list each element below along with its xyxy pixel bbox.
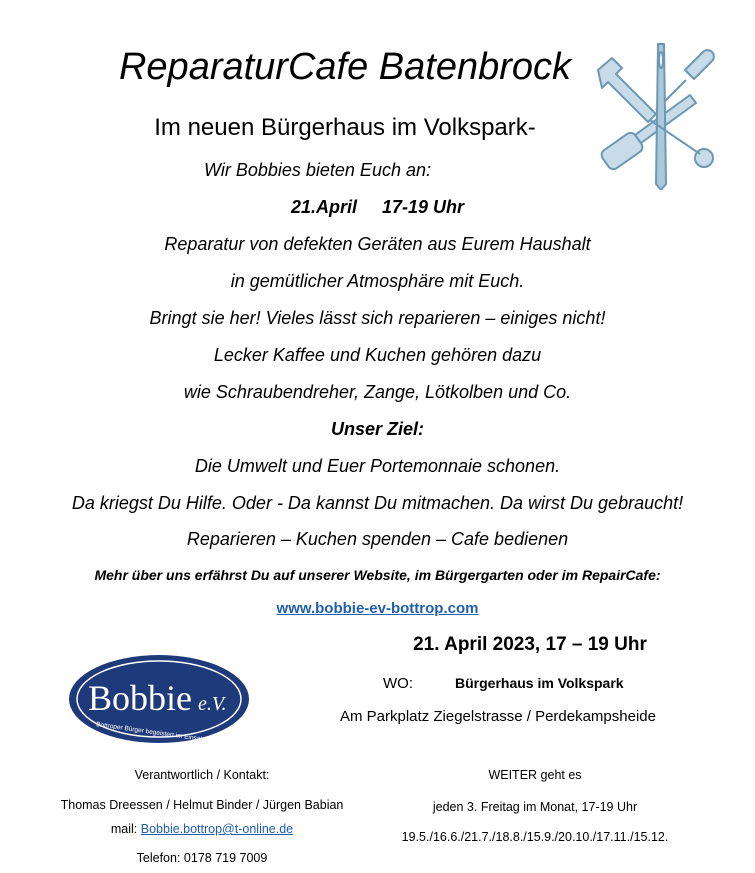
schedule-frequency: jeden 3. Freitag im Monat, 17-19 Uhr <box>432 800 638 814</box>
logo-suffix: e.V. <box>198 693 227 715</box>
text-line-7: Da kriegst Du Hilfe. Oder - Da kannst Du mitmachen. Da wirst Du gebraucht! <box>71 493 684 513</box>
text-line-2: in gemütlicher Atmosphäre mit Euch. <box>230 271 525 291</box>
location-label: WO: <box>383 675 413 692</box>
more-info-text: Mehr über uns erfährst Du auf unserer Website, im Bürgergarten oder im RepairCafe: <box>94 567 661 583</box>
text-line-5: wie Schraubendreher, Zange, Lötkolben und Co. <box>183 382 572 402</box>
intro-text: Wir Bobbies bieten Euch an: <box>204 160 431 180</box>
text-line-1: Reparatur von defekten Geräten aus Eurem Haushalt <box>164 234 591 254</box>
website-link[interactable]: www.bobbie-ev-bottrop.com <box>276 600 479 617</box>
email-link[interactable]: Bobbie.bottrop@t-online.de <box>140 822 294 836</box>
mail-label: mail: <box>110 822 138 836</box>
logo-name: Bobbie <box>88 678 192 718</box>
text-line-4: Lecker Kaffee und Kuchen gehören dazu <box>213 345 542 365</box>
date-line <box>0 197 755 218</box>
page-subtitle: Im neuen Bürgerhaus im Volkspark- <box>154 114 536 141</box>
time-short: 17-19 Uhr <box>382 197 465 217</box>
goal-heading: Unser Ziel: <box>330 419 425 439</box>
event-date: 21. April 2023, 17 – 19 Uhr <box>413 634 647 655</box>
location-value: Bürgerhaus im Volkspark <box>455 675 624 691</box>
bobbie-logo <box>66 652 252 746</box>
contact-phone: Telefon: 0178 719 7009 <box>136 851 268 865</box>
schedule-dates: 19.5./16.6./21.7./18.8./15.9./20.10./17.11./15.12. <box>401 830 669 844</box>
contact-names: Thomas Dreessen / Helmut Binder / Jürgen Babian <box>60 798 344 812</box>
contact-heading: Verantwortlich / Kontakt: <box>134 768 270 782</box>
text-line-8: Reparieren – Kuchen spenden – Cafe bedienen <box>186 529 569 549</box>
page-title: ReparaturCafe Batenbrock <box>118 46 572 88</box>
date-short: 21.April <box>290 197 357 217</box>
parking-info: Am Parkplatz Ziegelstrasse / Perdekampsheide <box>340 708 656 725</box>
logo-tagline: Bottroper Bürger begeistert im Einsatz <box>95 721 206 744</box>
schedule-heading: WEITER geht es <box>488 768 582 782</box>
contact-mail-line <box>80 822 324 836</box>
text-line-3: Bringt sie her! Vieles lässt sich reparieren – einiges nicht! <box>149 308 606 328</box>
text-line-6: Die Umwelt und Euer Portemonnaie schonen. <box>194 456 561 476</box>
